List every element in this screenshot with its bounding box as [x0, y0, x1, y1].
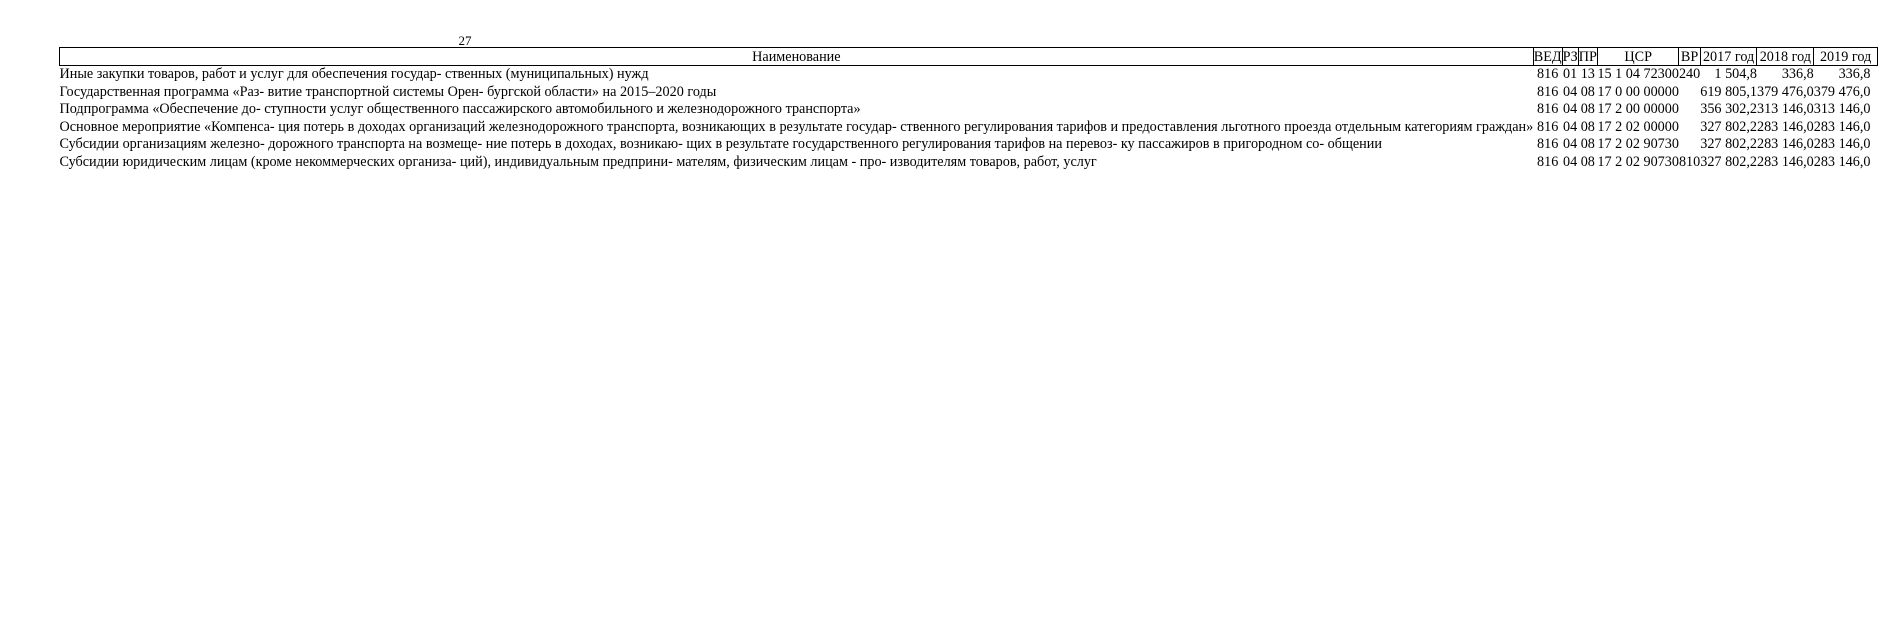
- row-name: Основное мероприятие «Компенса- ция потерь в доходах организаций железнодорожного транспорта, возникающих в результате государ- ственного регулирования тарифов и предоставления льготного проезда отдельным категориям граждан»: [59, 118, 1534, 135]
- row-ved: 816: [1537, 101, 1559, 117]
- row-vr: 240: [1678, 66, 1701, 82]
- row-vr: [1679, 84, 1700, 102]
- row-pr: 08: [1580, 136, 1595, 152]
- row-2018: 283 146,0: [1756, 153, 1814, 170]
- row-2019: 379 476,0: [1813, 83, 1871, 100]
- row-name: Субсидии организациям железно- дорожного транспорта на возмеще- ние потерь в доходах, возникаю- щих в результате государственного регулирования тарифов на перевоз- ку пассажиров в пригородном со- общении: [59, 136, 1382, 152]
- header-2019: 2019 год: [1814, 48, 1878, 66]
- header-pr: ПР: [1578, 48, 1597, 65]
- row-rz: 01: [1563, 66, 1578, 82]
- budget-table: [59, 47, 1878, 171]
- row-vr: 810: [1678, 153, 1701, 170]
- header-row: [60, 48, 1878, 66]
- table-row: [60, 119, 1878, 137]
- row-vr: [1679, 101, 1700, 119]
- header-2017: 2017 год: [1700, 48, 1757, 66]
- row-rz: 04: [1563, 118, 1578, 135]
- row-ved: 816: [1537, 153, 1559, 170]
- row-rz: 04: [1563, 136, 1578, 152]
- row-vr: [1679, 119, 1700, 137]
- header-name: Наименование: [60, 48, 1534, 66]
- row-2017: 327 802,2: [1700, 118, 1757, 135]
- row-2018: 379 476,0: [1756, 83, 1814, 100]
- row-2019: 313 146,0: [1813, 101, 1871, 117]
- row-2019: 283 146,0: [1813, 136, 1871, 152]
- table-row: [60, 84, 1878, 102]
- table-header: [60, 48, 1878, 66]
- row-csr: 17 2 02 90730: [1597, 136, 1679, 152]
- row-ved: 816: [1537, 83, 1559, 100]
- page-number: 27: [458, 33, 472, 48]
- row-csr: 17 2 02 90730: [1597, 153, 1679, 170]
- row-name: Государственная программа «Раз- витие транспортной системы Орен- бургской области» на 2015–2020 годы: [59, 83, 717, 100]
- row-rz: 04: [1563, 153, 1578, 170]
- row-2019: 283 146,0: [1813, 153, 1871, 170]
- header-csr: ЦСР: [1597, 48, 1679, 66]
- row-pr: 08: [1580, 118, 1595, 135]
- table-row: [60, 66, 1878, 84]
- row-csr: 17 0 00 00000: [1597, 83, 1679, 100]
- table-row: [60, 101, 1878, 119]
- row-2017: 327 802,2: [1700, 153, 1757, 170]
- row-name: Субсидии юридическим лицам (кроме некоммерческих организа- ций), индивидуальным предприни- мателям, физическим лицам - про- изводителям товаров, работ, услуг: [59, 153, 1097, 170]
- header-rz: РЗ: [1562, 48, 1578, 65]
- row-pr: 08: [1580, 101, 1595, 117]
- row-csr: 15 1 04 72300: [1597, 66, 1679, 82]
- row-name: Иные закупки товаров, работ и услуг для обеспечения государ- ственных (муниципальных) нужд: [59, 66, 649, 82]
- row-ved: 816: [1537, 136, 1559, 152]
- row-csr: 17 2 02 00000: [1597, 118, 1679, 135]
- row-2019: 336,8: [1838, 66, 1871, 82]
- row-2019: 283 146,0: [1813, 118, 1871, 135]
- row-pr: 08: [1580, 153, 1595, 170]
- row-pr: 08: [1580, 83, 1595, 100]
- row-ved: 816: [1537, 66, 1559, 82]
- row-2018: 283 146,0: [1756, 136, 1814, 152]
- row-vr: [1679, 136, 1700, 154]
- header-2018: 2018 год: [1757, 48, 1814, 66]
- table-row: [60, 154, 1878, 172]
- header-vr: ВР: [1680, 48, 1699, 65]
- row-2017: 1 504,8: [1714, 66, 1757, 82]
- row-csr: 17 2 00 00000: [1597, 101, 1679, 117]
- row-rz: 04: [1563, 101, 1578, 117]
- row-ved: 816: [1537, 118, 1559, 135]
- header-ved: ВЕД: [1533, 48, 1562, 65]
- row-2017: 356 302,2: [1700, 101, 1757, 117]
- row-2017: 327 802,2: [1700, 136, 1757, 152]
- table-body: [60, 66, 1878, 172]
- row-rz: 04: [1563, 83, 1578, 100]
- row-name: Подпрограмма «Обеспечение до- ступности услуг общественного пассажирского автомобильного и железнодорожного транспорта»: [59, 101, 861, 117]
- row-2018: 313 146,0: [1756, 101, 1814, 117]
- row-2018: 283 146,0: [1756, 118, 1814, 135]
- row-2017: 619 805,1: [1700, 83, 1757, 100]
- row-pr: 13: [1580, 66, 1595, 82]
- table-row: [60, 136, 1878, 154]
- row-2018: 336,8: [1781, 66, 1814, 82]
